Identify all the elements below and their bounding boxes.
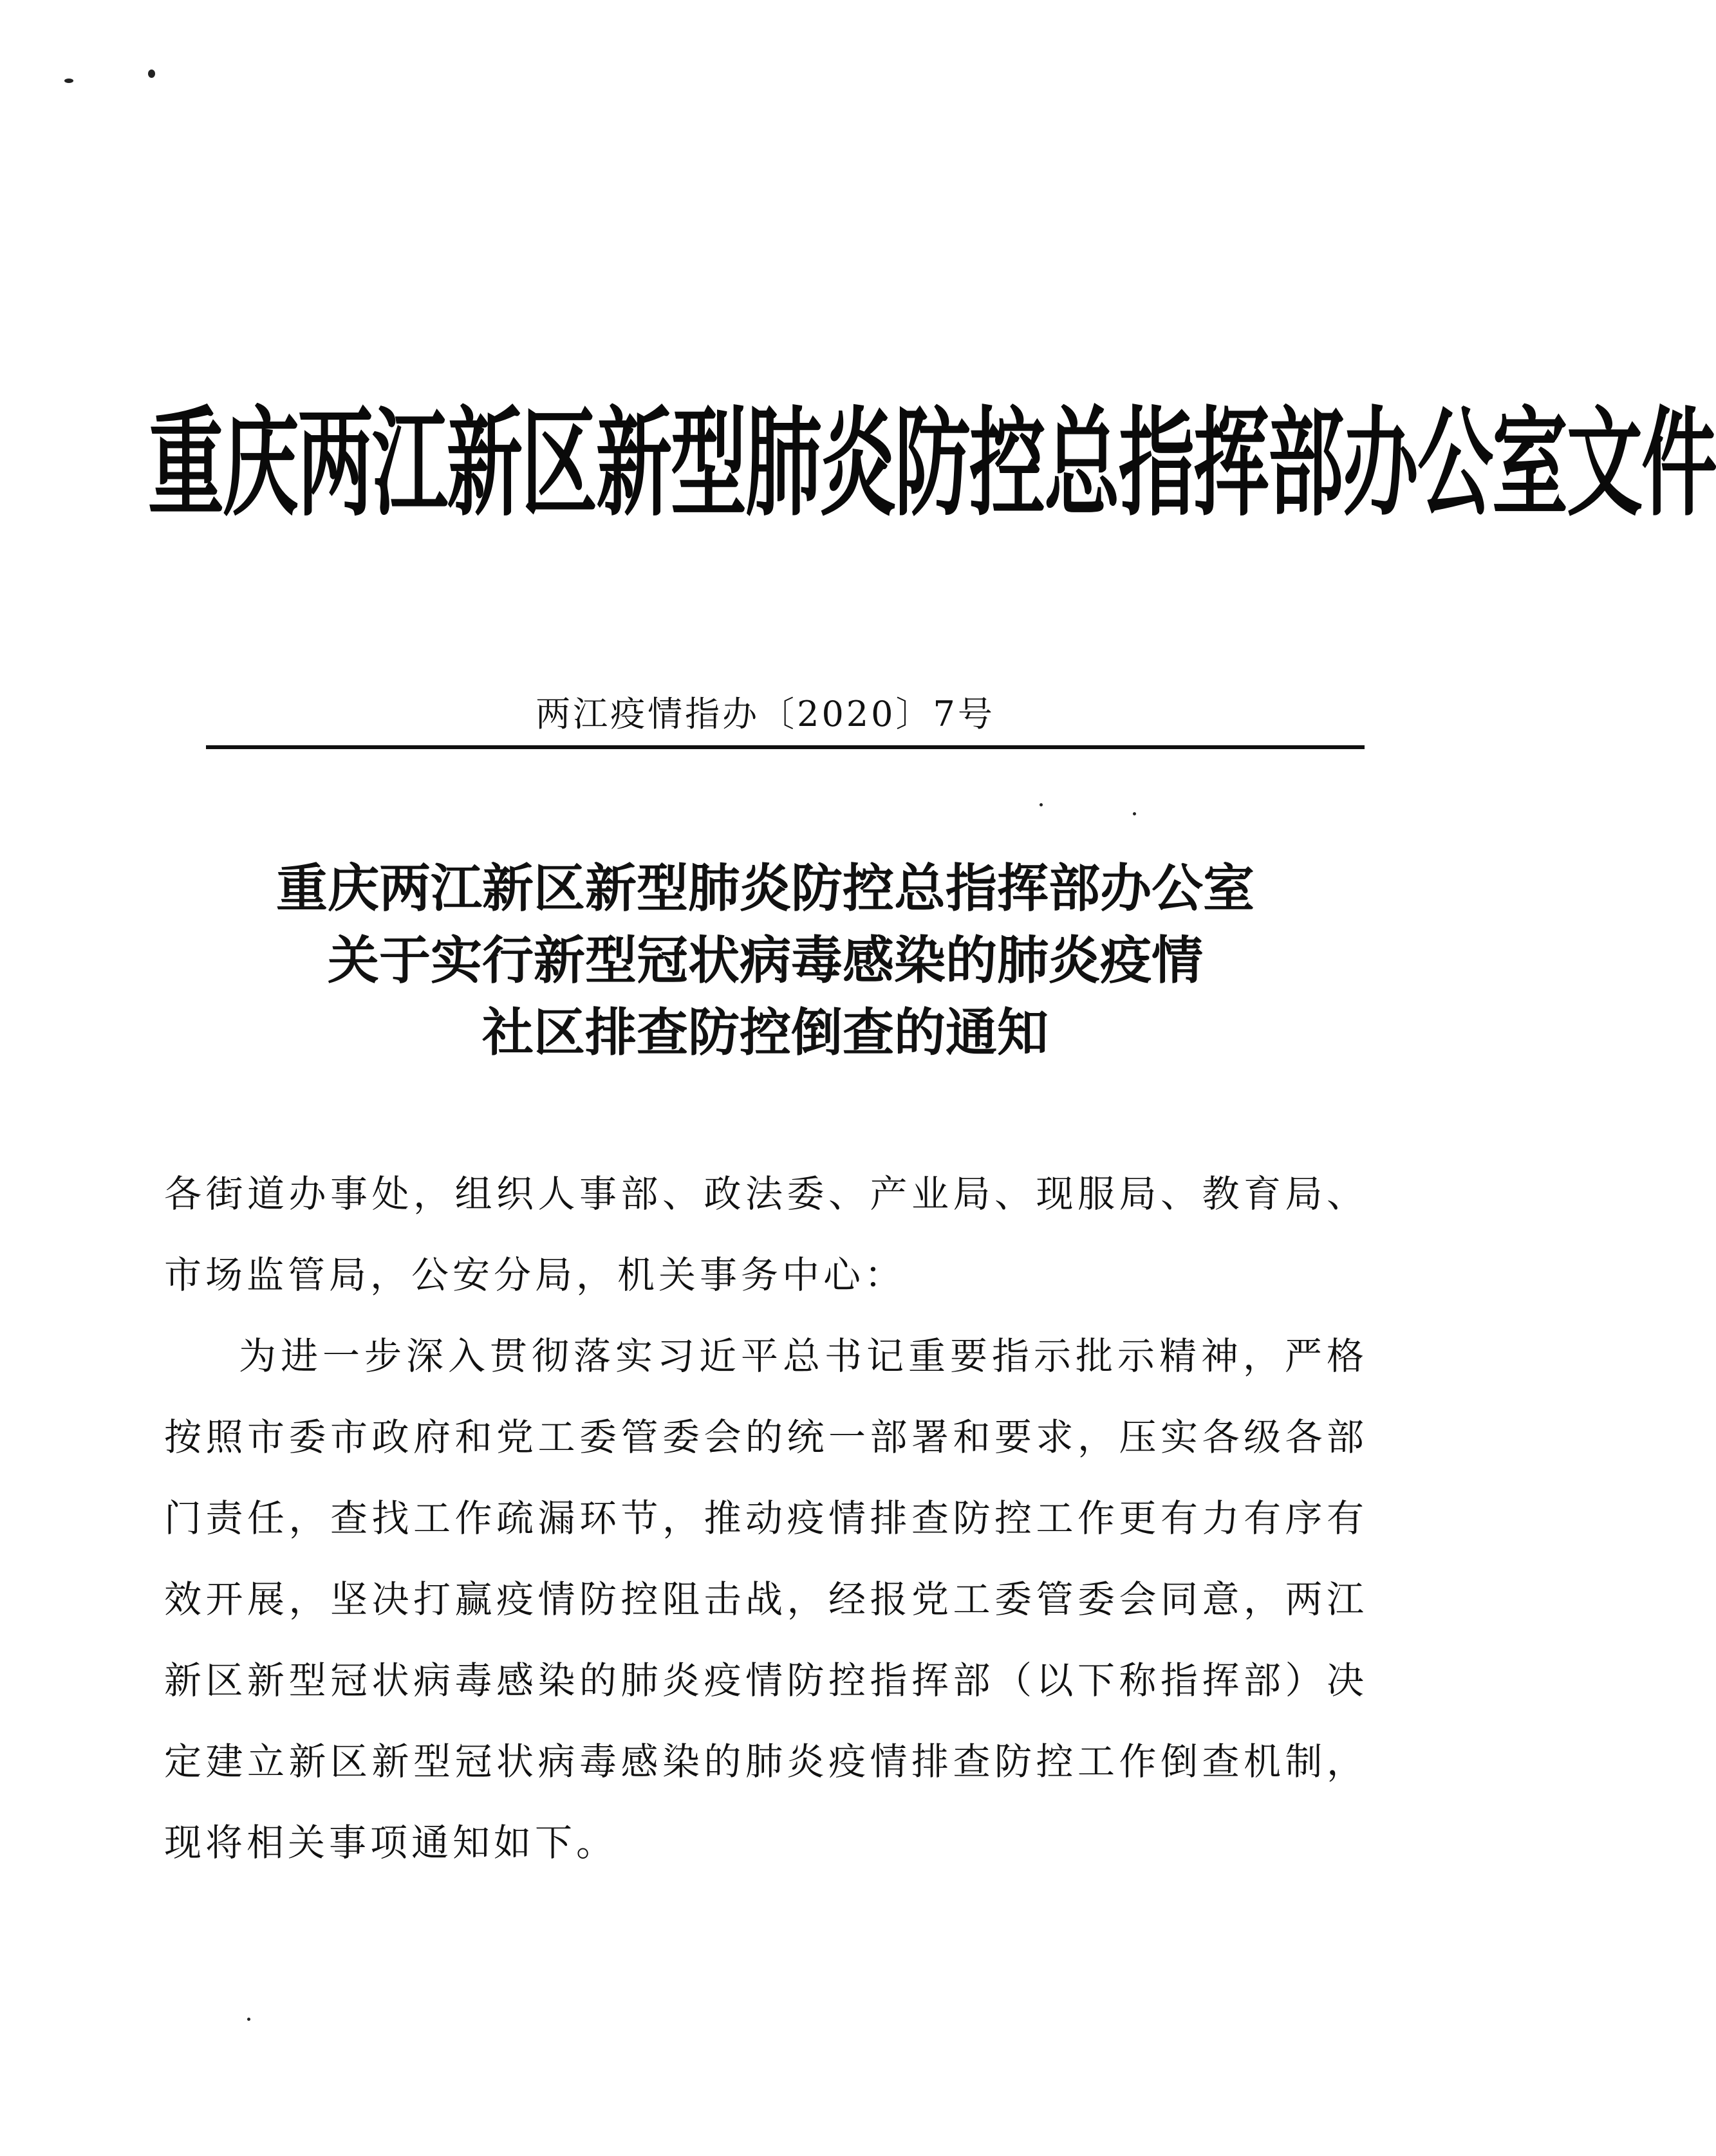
addressee-line: 各街道办事处，组织人事部、政法委、产业局、现服局、教育局、 — [164, 1172, 1368, 1216]
paragraph-line: 定建立新区新型冠状病毒感染的肺炎疫情排查防控工作倒查机制， — [164, 1740, 1368, 1783]
masthead-divider — [206, 745, 1365, 749]
scan-speck — [1040, 803, 1043, 806]
paragraph-line: 现将相关事项通知如下。 — [164, 1821, 618, 1864]
paragraph-line: 为进一步深入贯彻落实习近平总书记重要指示批示精神，严格 — [239, 1334, 1368, 1378]
scan-speck — [1133, 812, 1136, 815]
title-line: 社区排查防控倒查的通知 — [482, 1003, 1049, 1063]
document-masthead: 重庆两江新区新型肺炎防控总指挥部办公室文件 — [148, 393, 1716, 532]
paragraph-line: 门责任，查找工作疏漏环节，推动疫情排查防控工作更有力有序有 — [164, 1496, 1368, 1540]
notice-title — [0, 853, 1531, 1069]
scan-speck — [64, 79, 73, 83]
title-line: 重庆两江新区新型肺炎防控总指挥部办公室 — [276, 859, 1254, 918]
document-number: 两江疫情指办〔2020〕7号 — [536, 694, 995, 734]
paragraph-line: 按照市委市政府和党工委管委会的统一部署和要求，压实各级各部 — [164, 1415, 1368, 1459]
paragraph-line: 效开展，坚决打赢疫情防控阻击战，经报党工委管委会同意，两江 — [164, 1577, 1368, 1621]
paragraph-line: 新区新型冠状病毒感染的肺炎疫情防控指挥部（以下称指挥部）决 — [164, 1659, 1368, 1702]
notice-body — [164, 1153, 1368, 1883]
addressee-line: 市场监管局，公安分局，机关事务中心： — [164, 1253, 906, 1297]
scan-speck — [148, 70, 155, 78]
title-line: 关于实行新型冠状病毒感染的肺炎疫情 — [328, 931, 1203, 990]
scan-speck — [247, 2018, 250, 2021]
